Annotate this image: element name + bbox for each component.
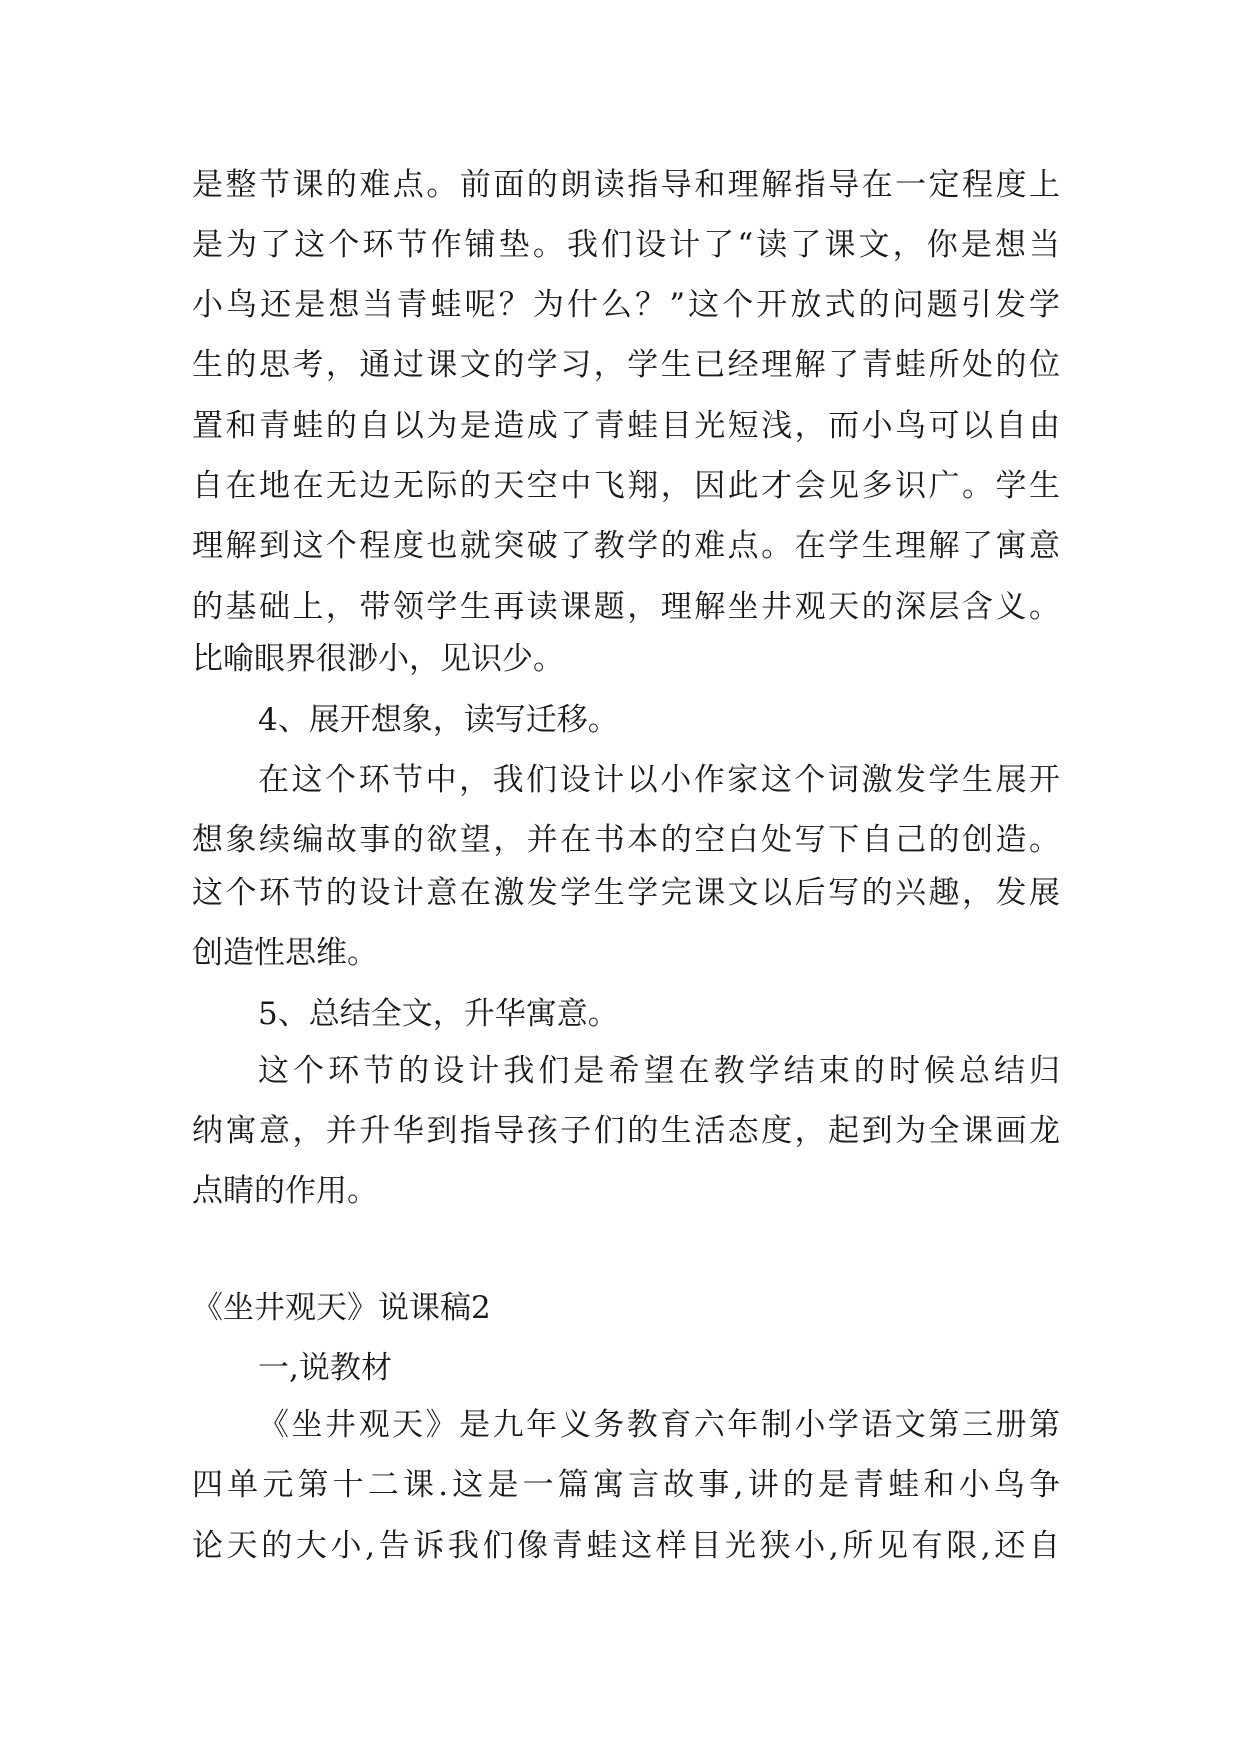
document-title: 《坐井观天》说课稿2	[192, 1290, 491, 1326]
body-text-line: 这个环节的设计我们是希望在教学结束的时候总结归	[258, 1053, 1060, 1089]
body-text-line: 创造性思维。	[192, 935, 378, 971]
section-heading: 一,说教材	[258, 1350, 392, 1386]
body-text-line: 四单元第十二课.这是一篇寓言故事,讲的是青蛙和小鸟争	[192, 1467, 1060, 1503]
body-text-line: 想象续编故事的欲望，并在书本的空白处写下自己的创造。	[192, 822, 1060, 858]
body-text-line: 生的思考，通过课文的学习，学生已经理解了青蛙所处的位	[192, 347, 1060, 383]
body-text-line: 论天的大小,告诉我们像青蛙这样目光狭小,所见有限,还自	[192, 1528, 1060, 1564]
body-text-line: 是为了这个环节作铺垫。我们设计了“读了课文，你是想当	[192, 227, 1060, 263]
body-text-line: 《坐井观天》是九年义务教育六年制小学语文第三册第	[258, 1407, 1060, 1443]
body-text-line: 比喻眼界很渺小，见识少。	[192, 641, 564, 677]
body-text-line: 自在地在无边无际的天空中飞翔，因此才会见多识广。学生	[192, 468, 1060, 504]
section-heading: 4、展开想象，读写迁移。	[258, 702, 619, 738]
body-text-line: 是整节课的难点。前面的朗读指导和理解指导在一定程度上	[192, 167, 1060, 203]
body-text-line: 点睛的作用。	[192, 1173, 378, 1209]
section-heading: 5、总结全文，升华寓意。	[258, 996, 619, 1032]
body-text-line: 置和青蛙的自以为是造成了青蛙目光短浅，而小鸟可以自由	[192, 408, 1060, 444]
body-text-line: 在这个环节中，我们设计以小作家这个词激发学生展开	[258, 762, 1060, 798]
body-text-line: 这个环节的设计意在激发学生学完课文以后写的兴趣，发展	[192, 875, 1060, 911]
body-text-line: 小鸟还是想当青蛙呢？为什么？”这个开放式的问题引发学	[192, 287, 1060, 323]
body-text-line: 的基础上，带领学生再读课题，理解坐井观天的深层含义。	[192, 589, 1060, 625]
body-text-line: 理解到这个程度也就突破了教学的难点。在学生理解了寓意	[192, 528, 1060, 564]
body-text-line: 纳寓意，并升华到指导孩子们的生活态度，起到为全课画龙	[192, 1113, 1060, 1149]
